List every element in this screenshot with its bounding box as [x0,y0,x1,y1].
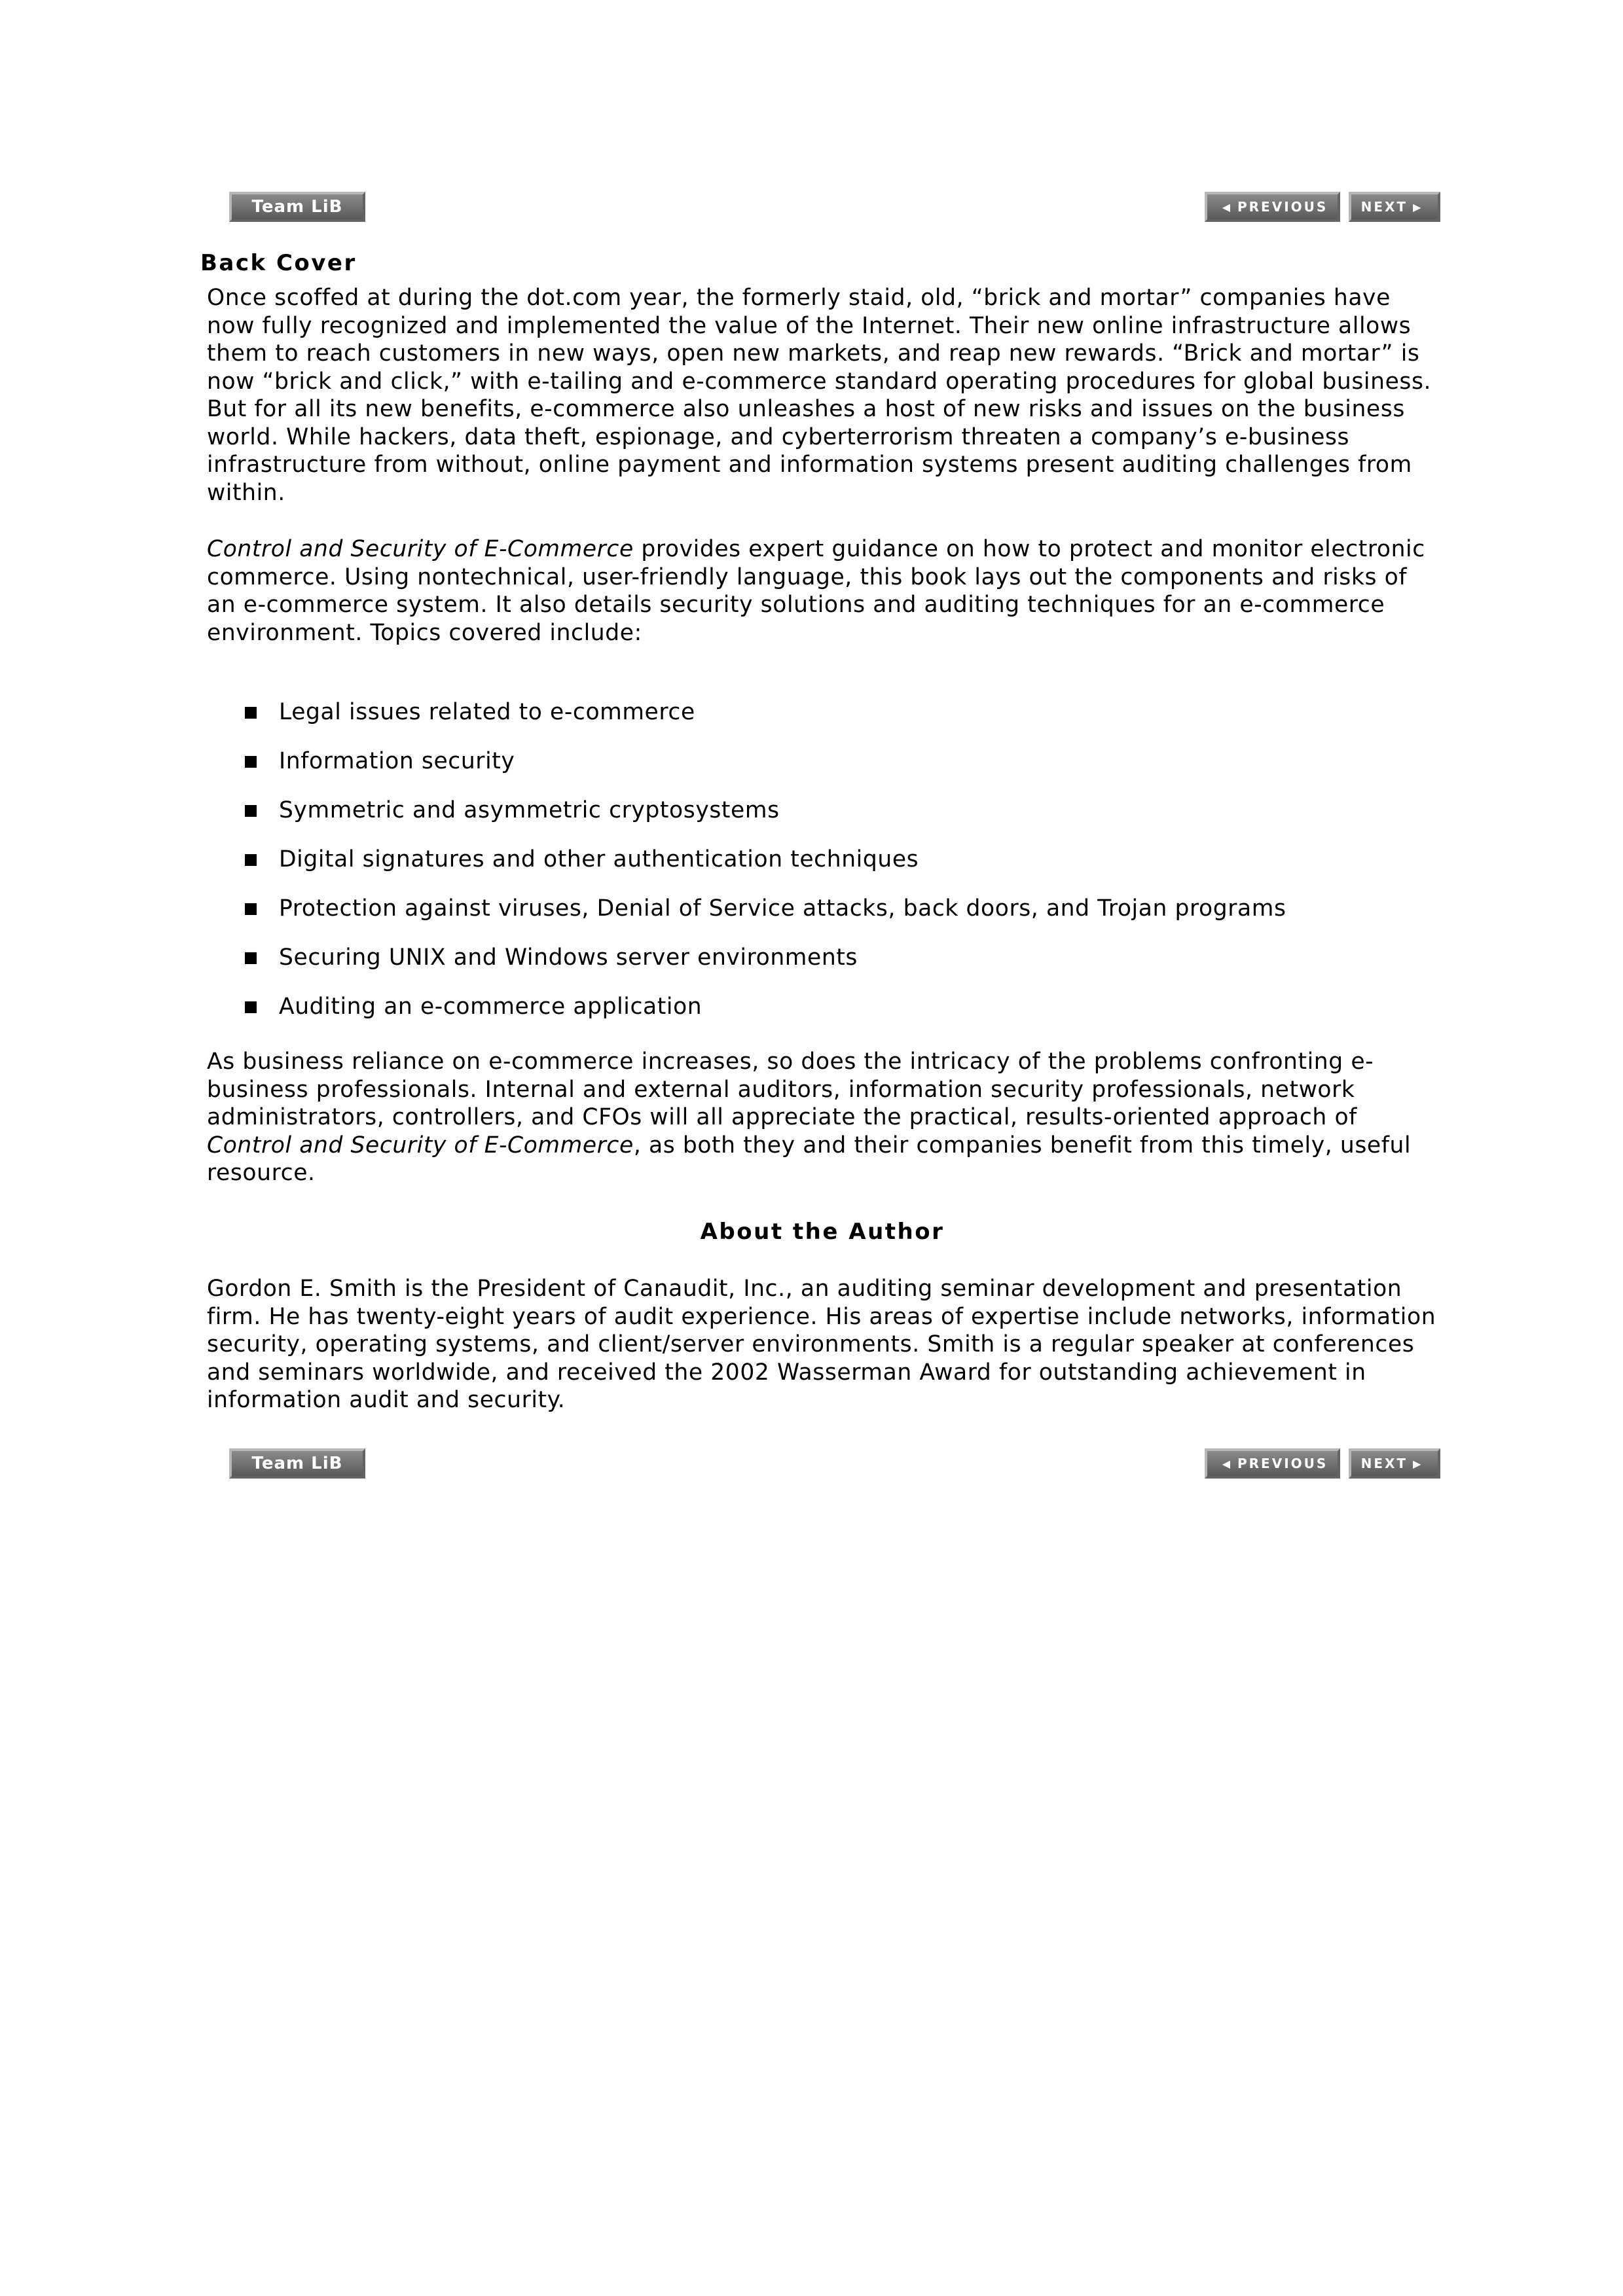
next-button[interactable] [1349,192,1440,222]
list-item [245,747,1436,797]
bottom-navbar [229,1448,1440,1479]
topic-text: Protection against viruses, Denial of Service attacks, back doors, and Trojan programs [279,895,1286,922]
arrow-right-icon: ▶ [1413,1457,1423,1470]
audience-paragraph [207,1048,1438,1187]
intro-paragraph: Once scoffed at during the dot.com year, the formerly staid, old, “brick and mortar” companies have now fully recognized and implemented the value of the Internet. Their new online infrastructure allows them to reach customers in new ways, open new markets, and reap new rewards. “Brick and mortar” is now “brick and click,” with e-tailing and e-commerce standard operating procedures for global business. But for all its new benefits, e-commerce also unleashes a host of new risks and issues on the business world. While hackers, data theft, espionage, and cyberterrorism threaten a company’s e-business infrastructure from without, online payment and information systems present auditing challenges from within. [207,285,1432,506]
back-cover-heading: Back Cover [200,250,357,276]
next-button[interactable] [1349,1448,1440,1479]
next-label: NEXT [1360,199,1408,215]
list-item [245,944,1436,993]
book-title: Control and Security of E-Commerce [207,536,634,562]
arrow-left-icon: ◀ [1222,200,1232,213]
arrow-left-icon: ◀ [1222,1457,1232,1470]
topic-text: Legal issues related to e-commerce [279,699,695,725]
audience-text-start: As business reliance on e-commerce increases, so does the intricacy of the problems confronting e-business professionals. Internal and external auditors, information security professionals, network administrators, controllers, and CFOs will all appreciate the practical, results-oriented approach of [207,1049,1374,1130]
author-bio-paragraph: Gordon E. Smith is the President of Canaudit, Inc., an auditing seminar development and presentation firm. He has twenty-eight years of audit experience. His areas of expertise include networks, information security, operating systems, and client/server environments. Smith is a regular speaker at conferences and seminars worldwide, and received the 2002 Wasserman Award for outstanding achievement in information audit and security. [207,1276,1436,1413]
topic-text: Securing UNIX and Windows server environments [279,944,858,971]
bullet-icon [245,707,257,719]
previous-label: PREVIOUS [1237,1456,1328,1471]
bullet-icon [245,756,257,768]
list-item [245,993,1436,1042]
list-item [245,846,1436,895]
audience-text-end: , as both they and their companies benefit from this timely, useful resource. [207,1132,1412,1186]
topics-list [245,698,1436,1042]
about-author-heading: About the Author [700,1219,945,1245]
bullet-icon [245,805,257,817]
previous-button[interactable] [1205,1448,1340,1479]
previous-button[interactable] [1205,192,1340,222]
team-lib-button[interactable]: Team LiB [229,1448,365,1479]
bullet-icon [245,903,257,915]
book-description-text: provides expert guidance on how to protect and monitor electronic commerce. Using nontechnical, user-friendly language, this book lays out the components and risks of an e-commerce system. It also details security solutions and auditing techniques for an e-commerce environment. Topics covered include: [207,536,1425,646]
book-title: Control and Security of E-Commerce [207,1132,634,1158]
topic-text: Information security [279,748,515,774]
arrow-right-icon: ▶ [1413,200,1423,213]
bullet-icon [245,952,257,964]
next-label: NEXT [1360,1456,1408,1471]
bullet-icon [245,1001,257,1013]
list-item [245,895,1436,944]
list-item [245,797,1436,846]
previous-label: PREVIOUS [1237,199,1328,215]
topic-text: Symmetric and asymmetric cryptosystems [279,797,780,823]
team-lib-button[interactable]: Team LiB [229,192,365,222]
topic-text: Auditing an e-commerce application [279,994,702,1020]
book-description-paragraph [207,535,1438,647]
list-item [245,698,1436,747]
bullet-icon [245,854,257,866]
top-navbar [229,192,1440,222]
topic-text: Digital signatures and other authentication techniques [279,846,919,872]
